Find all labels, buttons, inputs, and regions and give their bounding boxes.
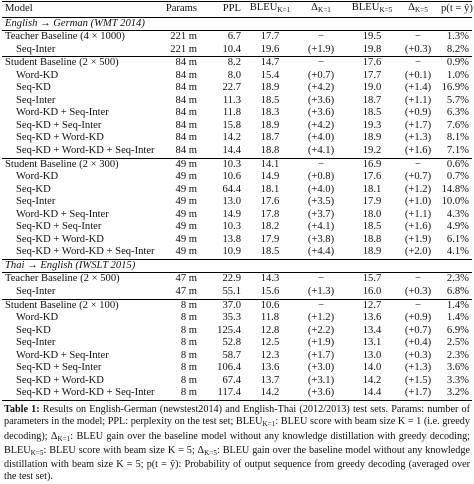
cell-delta-k5: (+0.1) (404, 69, 432, 81)
cell-delta-k1: (+1.3) (307, 286, 335, 298)
cell-prob: 6.8% (446, 286, 469, 298)
table-body (2, 17, 472, 400)
cell-prob: 6.9% (446, 324, 469, 336)
cell-prob: 4.3% (446, 208, 469, 220)
table-row (2, 82, 472, 95)
cell-bleu-k5: 18.5 (362, 221, 382, 233)
cell-ppl: 22.7 (222, 82, 241, 94)
cell-delta-k5: (+1.9) (404, 233, 432, 245)
caption-label: Table 1: (4, 403, 40, 415)
table-row (2, 299, 472, 312)
cell-params: 8 m (160, 387, 200, 400)
cell-prob: 7.1% (446, 145, 469, 157)
cell-bleu-k5: 14.2 (362, 374, 382, 386)
table-row (2, 312, 472, 325)
cell-ppl: 11.8 (222, 107, 241, 119)
cell-ppl: 67.4 (222, 374, 241, 386)
cell-delta-k1: (+3.0) (307, 362, 335, 374)
cell-delta-k5: (+1.4) (404, 82, 432, 94)
cell-model: Seq-KD + Word-KD (16, 233, 104, 245)
cell-delta-k1: − (296, 299, 346, 312)
header-params: Params (160, 2, 200, 18)
cell-delta-k5: (+1.6) (404, 145, 432, 157)
cell-delta-k5: (+0.7) (404, 171, 432, 183)
table-row (2, 375, 472, 388)
cell-model: Word-KD + Seq-Inter (16, 208, 109, 220)
cell-delta-k1: (+1.9) (307, 337, 335, 349)
cell-prob: 6.1% (446, 233, 469, 245)
cell-bleu-k1: 15.6 (260, 286, 280, 298)
cell-bleu-k1: 18.5 (260, 246, 280, 258)
table-row (2, 246, 472, 259)
table-row (2, 107, 472, 120)
cell-prob: 0.7% (446, 171, 469, 183)
cell-prob: 6.3% (446, 107, 469, 119)
cell-bleu-k1: 10.6 (244, 299, 296, 312)
cell-prob: 8.1% (446, 132, 469, 144)
cell-ppl: 15.8 (222, 119, 241, 131)
cell-delta-k1: (+4.0) (307, 183, 335, 195)
cell-delta-k1: (+4.1) (307, 145, 335, 157)
cell-bleu-k1: 18.2 (260, 221, 280, 233)
cell-delta-k5: (+1.7) (398, 387, 438, 400)
table-row (2, 57, 472, 70)
cell-model: Seq-Inter (16, 286, 56, 298)
cell-params: 47 m (160, 273, 200, 286)
cell-bleu-k5: 17.7 (362, 69, 382, 81)
cell-delta-k1: (+3.8) (307, 233, 335, 245)
table-row (2, 234, 472, 247)
cell-params: 221 m (170, 43, 197, 55)
cell-delta-k5: (+1.7) (404, 119, 432, 131)
cell-bleu-k5: 18.9 (362, 132, 382, 144)
table-row (2, 273, 472, 286)
cell-params: 8 m (180, 324, 197, 336)
cell-delta-k5: (+0.3) (404, 286, 432, 298)
cell-bleu-k1: 14.7 (244, 57, 296, 70)
table-row (2, 145, 472, 158)
table-row (2, 132, 472, 145)
cell-bleu-k1: 12.5 (260, 337, 280, 349)
cell-params: 84 m (175, 69, 197, 81)
cell-params: 84 m (175, 82, 197, 94)
cell-bleu-k5: 19.3 (362, 119, 382, 131)
cell-prob: 3.6% (446, 362, 469, 374)
cell-delta-k5: (+1.3) (404, 132, 432, 144)
results-table (2, 1, 472, 401)
cell-delta-k5: (+1.2) (404, 183, 432, 195)
cell-delta-k5: (+2.0) (404, 246, 432, 258)
cell-bleu-k5: 18.7 (362, 94, 382, 106)
cell-model: Word-KD + Seq-Inter (16, 107, 109, 119)
cell-model: Student Baseline (2 × 300) (2, 158, 160, 171)
cell-model: Word-KD (16, 171, 59, 183)
cell-ppl: 64.4 (222, 183, 241, 195)
table-row (2, 325, 472, 338)
cell-delta-k1: (+4.4) (307, 246, 335, 258)
cell-ppl: 10.9 (222, 246, 241, 258)
cell-params: 84 m (175, 107, 197, 119)
table-row (2, 337, 472, 350)
cell-model: Student Baseline (2 × 100) (2, 299, 160, 312)
cell-ppl: 8.0 (227, 69, 241, 81)
cell-delta-k1: (+3.1) (307, 374, 335, 386)
cell-ppl: 6.7 (200, 31, 244, 44)
cell-bleu-k5: 18.9 (362, 246, 382, 258)
cell-ppl: 106.4 (217, 362, 241, 374)
header-ppl: PPL (200, 2, 244, 18)
cell-delta-k1: (+0.7) (307, 69, 335, 81)
cell-params: 8 m (180, 312, 197, 324)
cell-delta-k1: − (296, 273, 346, 286)
cell-prob: 7.6% (446, 119, 469, 131)
cell-delta-k5: − (398, 158, 438, 171)
cell-bleu-k5: 13.4 (362, 324, 382, 336)
cell-model: Seq-KD + Seq-Inter (16, 221, 102, 233)
cell-bleu-k1: 18.1 (260, 183, 280, 195)
cell-params: 8 m (180, 349, 197, 361)
cell-delta-k1: (+1.2) (307, 312, 335, 324)
section-header-row (2, 259, 472, 273)
cell-params: 49 m (175, 208, 197, 220)
cell-prob: 1.0% (446, 69, 469, 81)
table-row (2, 158, 472, 171)
cell-prob: 4.9% (446, 221, 469, 233)
cell-bleu-k5: 17.9 (362, 196, 382, 208)
cell-delta-k1: (+4.0) (307, 132, 335, 144)
cell-prob: 10.0% (441, 196, 469, 208)
cell-model: Seq-KD + Word-KD + Seq-Inter (2, 387, 160, 400)
cell-model: Word-KD (16, 312, 59, 324)
cell-delta-k1: (+4.2) (307, 119, 335, 131)
cell-params: 49 m (175, 196, 197, 208)
cell-ppl: 11.3 (222, 94, 241, 106)
table-row (2, 95, 472, 108)
header-bleu-k1: $BLEU_{K=1}$ (244, 2, 296, 18)
cell-model: Seq-KD (16, 324, 51, 336)
cell-model: Word-KD (16, 69, 59, 81)
cell-bleu-k1: 17.7 (244, 31, 296, 44)
cell-prob: 5.7% (446, 94, 469, 106)
table-row (2, 184, 472, 197)
table-row (2, 171, 472, 184)
cell-delta-k5: − (398, 273, 438, 286)
table-caption (2, 404, 472, 484)
cell-delta-k5: − (398, 57, 438, 70)
cell-bleu-k5: 19.2 (362, 145, 382, 157)
cell-ppl: 37.0 (200, 299, 244, 312)
cell-delta-k1: − (296, 31, 346, 44)
cell-params: 84 m (160, 57, 200, 70)
cell-ppl: 14.4 (222, 145, 241, 157)
cell-delta-k1: (+3.6) (307, 107, 335, 119)
cell-prob: 3.2% (438, 387, 472, 400)
cell-delta-k5: (+0.9) (404, 312, 432, 324)
cell-params: 49 m (175, 183, 197, 195)
cell-ppl: 125.4 (217, 324, 241, 336)
cell-params: 49 m (175, 221, 197, 233)
cell-prob: 16.9% (441, 82, 469, 94)
cell-model: Seq-KD + Word-KD (16, 374, 104, 386)
cell-bleu-k1: 14.9 (260, 171, 280, 183)
cell-delta-k1: (+4.2) (307, 82, 335, 94)
cell-bleu-k1: 17.8 (260, 208, 280, 220)
cell-ppl: 55.1 (222, 286, 241, 298)
cell-params: 49 m (160, 158, 200, 171)
cell-prob: 4.1% (446, 246, 469, 258)
table-row (2, 31, 472, 44)
cell-prob: 14.8% (441, 183, 469, 195)
cell-model: Seq-KD (16, 82, 51, 94)
header-delta-k1: $\Delta_{K=1}$ (296, 2, 346, 18)
cell-ppl: 35.3 (222, 312, 241, 324)
cell-model: Word-KD + Seq-Inter (16, 349, 109, 361)
cell-bleu-k5: 14.4 (346, 387, 398, 400)
cell-ppl: 117.4 (200, 387, 244, 400)
cell-prob: 1.4% (446, 312, 469, 324)
cell-prob: 2.5% (446, 337, 469, 349)
cell-ppl: 10.4 (222, 43, 241, 55)
cell-delta-k5: − (398, 31, 438, 44)
cell-delta-k1: (+3.6) (296, 387, 346, 400)
cell-prob: 3.3% (446, 374, 469, 386)
cell-delta-k1: − (296, 57, 346, 70)
cell-bleu-k1: 18.7 (260, 132, 280, 144)
cell-params: 84 m (175, 119, 197, 131)
cell-bleu-k1: 11.8 (260, 312, 280, 324)
cell-delta-k1: − (296, 158, 346, 171)
cell-ppl: 22.9 (200, 273, 244, 286)
table-row (2, 387, 472, 400)
cell-bleu-k1: 18.5 (260, 94, 280, 106)
cell-model: Seq-KD + Word-KD (16, 132, 104, 144)
cell-ppl: 14.2 (222, 132, 241, 144)
cell-params: 49 m (175, 171, 197, 183)
cell-bleu-k5: 13.6 (362, 312, 382, 324)
cell-bleu-k1: 18.3 (260, 107, 280, 119)
cell-delta-k5: (+1.6) (404, 221, 432, 233)
cell-params: 8 m (180, 362, 197, 374)
cell-bleu-k1: 14.3 (244, 273, 296, 286)
cell-delta-k5: (+0.7) (404, 324, 432, 336)
cell-bleu-k5: 14.0 (362, 362, 382, 374)
cell-params: 84 m (175, 132, 197, 144)
cell-ppl: 58.7 (222, 349, 241, 361)
cell-params: 84 m (175, 94, 197, 106)
cell-bleu-k5: 18.5 (362, 107, 382, 119)
caption-text: Results on English-German (newstest2014) and English-Thai (2012/2013) test sets. Params: number of parameters in the model; PPL: perplexity on the test set; $BLEU_{K=1}$: BLEU score with beam size K = 1 (i.e. greedy decoding); $\Delta_{K=1}$: BLEU gain over the baseline model without any knowledge distillation with greedy decoding; $BLEU_{K=5}$: BLEU score with beam size K = 5; $\Delta_{K=5}$: BLEU gain over the baseline model without any knowledge distillation with beam size K = 5; p(t = ŷ): Probability of output sequence from greedy decoding (averaged over the test set). (4, 403, 471, 483)
cell-delta-k5: (+1.3) (404, 362, 432, 374)
cell-model: Seq-Inter (16, 43, 56, 55)
table-row (2, 44, 472, 57)
cell-delta-k5: (+1.5) (404, 374, 432, 386)
cell-bleu-k5: 17.6 (362, 171, 382, 183)
cell-bleu-k1: 19.6 (260, 43, 280, 55)
cell-delta-k5: (+0.4) (404, 337, 432, 349)
cell-bleu-k5: 15.7 (346, 273, 398, 286)
header-prob: p(t = ŷ) (438, 2, 472, 18)
cell-prob: 2.3% (438, 273, 472, 286)
table-row (2, 70, 472, 83)
cell-bleu-k5: 18.8 (362, 233, 382, 245)
cell-model: Seq-KD + Word-KD + Seq-Inter (16, 246, 155, 258)
cell-delta-k1: (+3.7) (307, 208, 335, 220)
table-row (2, 362, 472, 375)
cell-bleu-k1: 12.3 (260, 349, 280, 361)
cell-model: Seq-Inter (16, 94, 56, 106)
cell-params: 8 m (180, 337, 197, 349)
cell-bleu-k5: 16.0 (362, 286, 382, 298)
cell-model: Seq-Inter (16, 337, 56, 349)
cell-ppl: 10.3 (200, 158, 244, 171)
cell-ppl: 14.9 (222, 208, 241, 220)
cell-model: Seq-Inter (16, 196, 56, 208)
table-row (2, 120, 472, 133)
cell-bleu-k1: 18.9 (260, 82, 280, 94)
header-row (2, 2, 472, 18)
table-row (2, 286, 472, 299)
cell-model: Seq-KD + Seq-Inter (16, 119, 102, 131)
cell-bleu-k1: 14.2 (244, 387, 296, 400)
section-title: English → German (WMT 2014) (2, 17, 472, 31)
table-row (2, 209, 472, 222)
cell-bleu-k1: 12.8 (260, 324, 280, 336)
cell-bleu-k1: 13.7 (260, 374, 280, 386)
cell-ppl: 13.0 (222, 196, 241, 208)
cell-delta-k1: (+3.6) (307, 94, 335, 106)
cell-params: 221 m (160, 31, 200, 44)
cell-delta-k1: (+4.1) (307, 221, 335, 233)
cell-prob: 0.9% (438, 57, 472, 70)
header-delta-k5: $\Delta_{K=5}$ (398, 2, 438, 18)
cell-params: 49 m (175, 246, 197, 258)
cell-prob: 2.3% (446, 349, 469, 361)
cell-prob: 8.2% (446, 43, 469, 55)
cell-delta-k1: (+1.9) (307, 43, 335, 55)
cell-bleu-k5: 18.1 (362, 183, 382, 195)
cell-delta-k1: (+2.2) (307, 324, 335, 336)
cell-params: 84 m (175, 145, 197, 157)
cell-model: Seq-KD + Seq-Inter (16, 362, 102, 374)
cell-prob: 1.4% (438, 299, 472, 312)
cell-bleu-k5: 12.7 (346, 299, 398, 312)
table-row (2, 350, 472, 363)
cell-ppl: 10.3 (222, 221, 241, 233)
cell-model: Seq-KD (16, 183, 51, 195)
cell-bleu-k5: 16.9 (346, 158, 398, 171)
cell-bleu-k1: 15.4 (260, 69, 280, 81)
cell-ppl: 10.6 (222, 171, 241, 183)
cell-bleu-k5: 13.0 (362, 349, 382, 361)
section-header-row (2, 17, 472, 31)
cell-bleu-k1: 17.9 (260, 233, 280, 245)
cell-delta-k5: (+0.9) (404, 107, 432, 119)
section-title: Thai → English (IWSLT 2015) (2, 259, 472, 273)
cell-prob: 0.6% (438, 158, 472, 171)
cell-model: Teacher Baseline (2 × 500) (2, 273, 160, 286)
header-model: Model (2, 2, 160, 18)
cell-bleu-k5: 19.0 (362, 82, 382, 94)
cell-delta-k5: (+1.1) (404, 208, 432, 220)
cell-delta-k5: − (398, 299, 438, 312)
cell-model: Seq-KD + Word-KD + Seq-Inter (16, 145, 155, 157)
cell-bleu-k1: 17.6 (260, 196, 280, 208)
cell-params: 47 m (175, 286, 197, 298)
table-row (2, 196, 472, 209)
cell-delta-k5: (+1.1) (404, 94, 432, 106)
cell-delta-k5: (+1.0) (404, 196, 432, 208)
cell-bleu-k1: 18.8 (260, 145, 280, 157)
cell-bleu-k1: 13.6 (260, 362, 280, 374)
cell-ppl: 13.8 (222, 233, 241, 245)
cell-ppl: 8.2 (200, 57, 244, 70)
cell-bleu-k5: 17.6 (346, 57, 398, 70)
cell-bleu-k1: 18.9 (260, 119, 280, 131)
cell-delta-k5: (+0.3) (404, 349, 432, 361)
cell-delta-k1: (+3.5) (307, 196, 335, 208)
cell-delta-k1: (+0.8) (307, 171, 335, 183)
cell-params: 49 m (175, 233, 197, 245)
cell-params: 8 m (180, 374, 197, 386)
cell-bleu-k5: 19.5 (346, 31, 398, 44)
cell-prob: 1.3% (438, 31, 472, 44)
cell-bleu-k1: 14.1 (244, 158, 296, 171)
cell-delta-k5: (+0.3) (404, 43, 432, 55)
cell-params: 8 m (160, 299, 200, 312)
cell-bleu-k5: 18.0 (362, 208, 382, 220)
cell-delta-k1: (+1.7) (307, 349, 335, 361)
table-row (2, 221, 472, 234)
cell-bleu-k5: 19.8 (362, 43, 382, 55)
cell-model: Teacher Baseline (4 × 1000) (2, 31, 160, 44)
cell-model: Student Baseline (2 × 500) (2, 57, 160, 70)
header-bleu-k5: $BLEU_{K=5}$ (346, 2, 398, 18)
cell-ppl: 52.8 (222, 337, 241, 349)
cell-bleu-k5: 13.1 (362, 337, 382, 349)
